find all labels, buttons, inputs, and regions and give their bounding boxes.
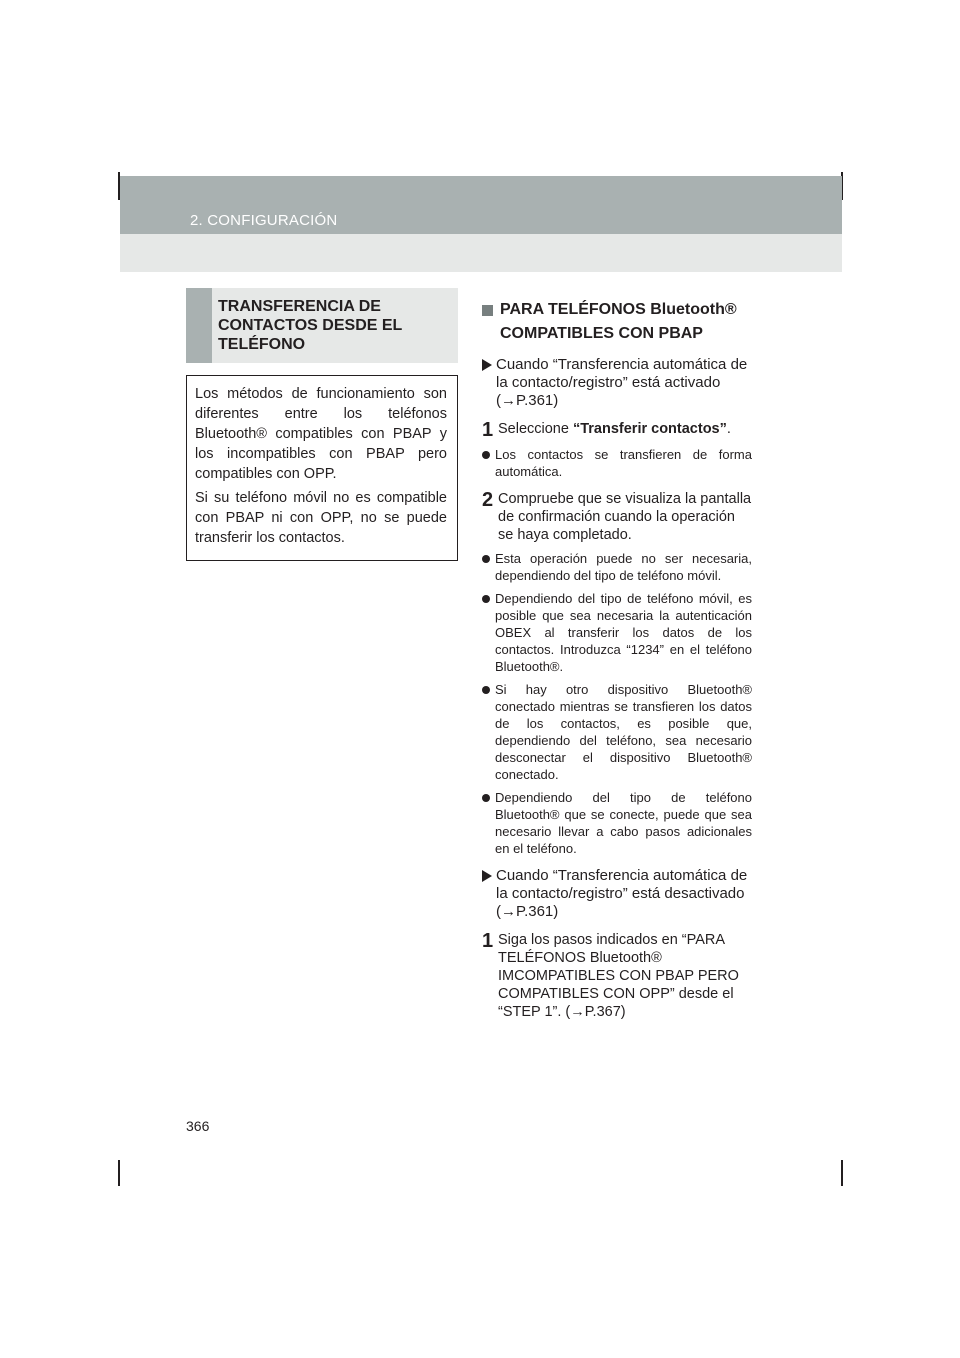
bullet-dot-icon — [482, 555, 490, 563]
info-paragraph: Si su teléfono móvil no es compatible con PBAP ni con OPP, no se puede transferir los contactos. — [195, 490, 447, 546]
section-label: 2. CONFIGURACIÓN — [190, 212, 338, 229]
bullet-dot-icon — [482, 794, 490, 802]
note-text: Esta operación puede no ser necesaria, dependiendo del tipo de teléfono móvil. — [495, 551, 752, 583]
step-number: 1 — [482, 419, 494, 441]
note-item — [482, 789, 752, 857]
step-item — [482, 420, 752, 440]
triangle-pointer-icon — [482, 870, 492, 882]
condition-text: Cuando “Transferencia automática de la contacto/registro” está desactivado (→P.361) — [496, 867, 748, 920]
note-text: Dependiendo del tipo de teléfono móvil, es posible que sea necesaria la autenticación OBEX al transferir los datos de los contactos. Introduzca “1234” en el teléfono Bluetooth®. — [495, 591, 752, 674]
note-item — [482, 446, 752, 480]
condition-item — [482, 867, 752, 921]
crop-mark — [118, 1160, 120, 1186]
header-band-light — [120, 234, 842, 272]
info-paragraph: Los métodos de funcionamiento son diferentes entre los teléfonos Bluetooth® compatibles con PBAP y los incompatibles con PBAP pero compatibles con OPP. — [195, 386, 447, 482]
right-column — [482, 298, 752, 1021]
note-item — [482, 590, 752, 675]
note-text: Si hay otro dispositivo Bluetooth® conectado mientras se transfieren los datos de los contactos, es posible que, dependiendo del teléfono, sea necesario desconectar el dispositivo Bluetooth® conectado. — [495, 682, 752, 782]
info-box — [186, 375, 458, 561]
step-text: Compruebe que se visualiza la pantalla de confirmación cuando la operación se haya completado. — [498, 491, 752, 543]
note-text: Dependiendo del tipo de teléfono Bluetooth® que se conecte, puede que sea necesario llevar a cabo pasos adicionales en el teléfono. — [495, 790, 752, 856]
square-bullet-icon — [482, 305, 493, 316]
step-number: 1 — [482, 930, 494, 952]
note-text: Los contactos se transfieren de forma automática. — [495, 447, 752, 479]
note-item — [482, 681, 752, 783]
condition-item — [482, 356, 752, 410]
note-item — [482, 550, 752, 584]
condition-text: Cuando “Transferencia automática de la contacto/registro” está activado (→P.361) — [496, 356, 748, 409]
step-text-suffix: . — [726, 421, 731, 437]
left-column — [186, 288, 458, 561]
box-title-text: TRANSFERENCIA DE CONTACTOS DESDE EL TELÉFONO — [218, 298, 403, 353]
box-title — [186, 288, 458, 363]
bullet-dot-icon — [482, 595, 490, 603]
section-heading-text: PARA TELÉFONOS Bluetooth® COMPATIBLES CON PBAP — [500, 301, 737, 342]
bullet-dot-icon — [482, 686, 490, 694]
crop-mark — [841, 1160, 843, 1186]
step-text: Siga los pasos indicados en “PARA TELÉFONOS Bluetooth® IMCOMPATIBLES CON PBAP PERO COMPATIBLES CON OPP” desde el “STEP 1”. (→P.367) — [498, 932, 739, 1020]
page-number: 366 — [186, 1118, 210, 1134]
bullet-dot-icon — [482, 451, 490, 459]
step-item — [482, 931, 752, 1021]
triangle-pointer-icon — [482, 359, 492, 371]
step-text — [498, 420, 752, 440]
step-text-prefix: Seleccione — [498, 421, 573, 437]
section-heading — [482, 298, 752, 346]
step-item — [482, 490, 752, 544]
transfer-contacts-label: “Transferir contactos” — [572, 421, 727, 437]
step-number: 2 — [482, 489, 494, 511]
